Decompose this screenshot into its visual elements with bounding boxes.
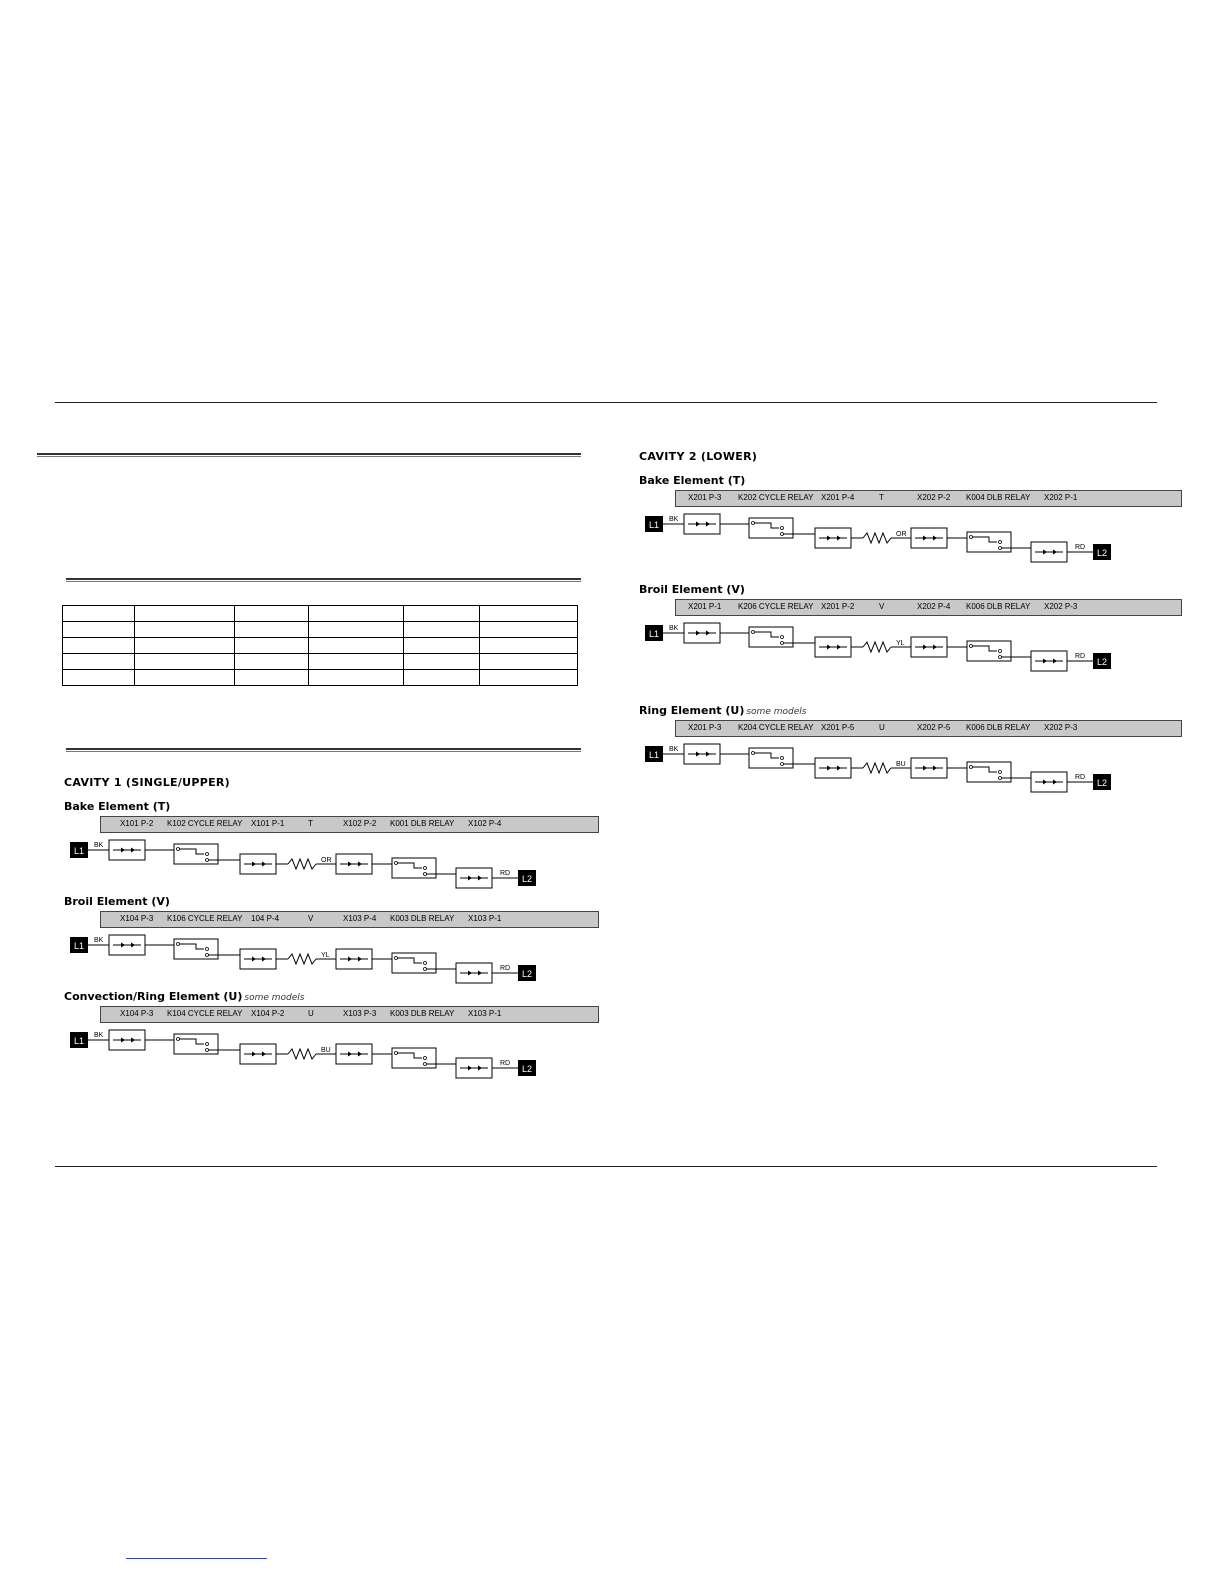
cavity2-ring-title xyxy=(639,704,806,717)
component-label: V xyxy=(308,914,314,923)
table-cell xyxy=(135,670,234,686)
component-label: X201 P-5 xyxy=(821,723,855,732)
component-label: K006 DLB RELAY xyxy=(966,602,1031,611)
component-label: X103 P-4 xyxy=(343,914,377,923)
relay-contact xyxy=(781,757,784,760)
component-label: X202 P-4 xyxy=(917,602,951,611)
cavity1-bake-label-bar xyxy=(100,816,599,833)
wire-label-rd: RD xyxy=(1075,774,1086,781)
component-label: X102 P-4 xyxy=(468,819,502,828)
component-label: X202 P-1 xyxy=(1044,493,1078,502)
component-label: K003 DLB RELAY xyxy=(390,914,455,923)
table-cell xyxy=(63,606,135,622)
table-row xyxy=(63,670,578,686)
table-cell xyxy=(479,670,577,686)
component-label: X201 P-2 xyxy=(821,602,855,611)
wire-label-rd: RD xyxy=(1075,544,1086,551)
wire-label-rd: RD xyxy=(500,1060,511,1067)
table-cell xyxy=(309,670,404,686)
table-row xyxy=(63,638,578,654)
table-cell xyxy=(309,622,404,638)
component-label: X101 P-2 xyxy=(120,819,154,828)
relay-contact xyxy=(206,1043,209,1046)
wire-label-element: YL xyxy=(896,640,905,647)
relay-contact xyxy=(781,636,784,639)
component-label: X201 P-3 xyxy=(688,493,722,502)
cavity2-broil-circuit xyxy=(645,619,1125,671)
wire-label-bk: BK xyxy=(669,516,679,523)
relay-contact xyxy=(424,867,427,870)
component-label: K204 CYCLE RELAY xyxy=(738,723,814,732)
table-cell xyxy=(404,638,479,654)
section-divider-2 xyxy=(66,578,581,582)
cavity2-ring-label-bar xyxy=(675,720,1182,737)
terminal-l1-label: L1 xyxy=(649,629,660,639)
terminal-l1-label: L1 xyxy=(649,750,660,760)
table-cell xyxy=(135,606,234,622)
cavity1-broil-title-text: Broil Element (V) xyxy=(64,895,170,908)
table-cell xyxy=(404,670,479,686)
relay-contact xyxy=(424,1057,427,1060)
component-label: K104 CYCLE RELAY xyxy=(167,1009,243,1018)
component-label: X202 P-2 xyxy=(917,493,951,502)
cavity1-convection-circuit xyxy=(70,1026,550,1078)
component-label: K006 DLB RELAY xyxy=(966,723,1031,732)
heating-element-icon xyxy=(863,763,891,773)
table-cell xyxy=(63,638,135,654)
wire-label-element: OR xyxy=(321,857,332,864)
cavity2-ring-note: some models xyxy=(746,707,807,717)
table-cell xyxy=(404,654,479,670)
wire-label-bk: BK xyxy=(94,842,104,849)
wire-label-bk: BK xyxy=(669,746,679,753)
top-rule xyxy=(55,402,1157,403)
component-label: V xyxy=(879,602,885,611)
cavity1-convection-title xyxy=(64,990,304,1003)
relay-contact xyxy=(999,541,1002,544)
wire-label-rd: RD xyxy=(500,870,511,877)
table-cell xyxy=(234,654,308,670)
cavity2-title: CAVITY 2 (LOWER) xyxy=(639,450,758,463)
wire-label-element: YL xyxy=(321,952,330,959)
table-cell xyxy=(404,606,479,622)
component-label: X202 P-3 xyxy=(1044,723,1078,732)
wire-label-bk: BK xyxy=(669,625,679,632)
heating-element-icon xyxy=(863,642,891,652)
cavity1-convection-label-bar xyxy=(100,1006,599,1023)
terminal-l2-label: L2 xyxy=(522,874,533,884)
heating-element-icon xyxy=(288,859,316,869)
table-cell xyxy=(234,606,308,622)
terminal-l1-label: L1 xyxy=(74,1036,85,1046)
empty-table xyxy=(62,605,578,686)
component-label: X104 P-3 xyxy=(120,1009,154,1018)
cavity2-bake-title-text: Bake Element (T) xyxy=(639,474,746,487)
terminal-l2-label: L2 xyxy=(522,1064,533,1074)
cavity2-ring-circuit xyxy=(645,740,1125,792)
component-label: X101 P-1 xyxy=(251,819,285,828)
component-label: 104 P-4 xyxy=(251,914,280,923)
terminal-l2-label: L2 xyxy=(522,969,533,979)
relay-contact xyxy=(999,650,1002,653)
cavity2-ring-title-text: Ring Element (U) xyxy=(639,704,745,717)
table-cell xyxy=(63,622,135,638)
table-cell xyxy=(479,638,577,654)
terminal-l1-label: L1 xyxy=(74,941,85,951)
terminal-l1-label: L1 xyxy=(649,520,660,530)
table-cell xyxy=(479,606,577,622)
table-cell xyxy=(135,638,234,654)
component-label: T xyxy=(879,493,884,502)
cavity2-bake-title xyxy=(639,474,745,487)
cavity1-broil-label-bar xyxy=(100,911,599,928)
component-label: K202 CYCLE RELAY xyxy=(738,493,814,502)
component-label: X102 P-2 xyxy=(343,819,377,828)
cavity2-bake-circuit xyxy=(645,510,1125,562)
wire-label-rd: RD xyxy=(500,965,511,972)
table-cell xyxy=(63,670,135,686)
cavity2-broil-title-text: Broil Element (V) xyxy=(639,583,745,596)
component-label: X104 P-3 xyxy=(120,914,154,923)
cavity1-convection-title-text: Convection/Ring Element (U) xyxy=(64,990,243,1003)
cavity1-bake-title-text: Bake Element (T) xyxy=(64,800,171,813)
component-label: X201 P-4 xyxy=(821,493,855,502)
component-label: U xyxy=(879,723,885,732)
relay-contact xyxy=(206,853,209,856)
wire-label-bk: BK xyxy=(94,1032,104,1039)
table-cell xyxy=(309,606,404,622)
relay-contact xyxy=(781,527,784,530)
wire-label-bk: BK xyxy=(94,937,104,944)
relay-contact xyxy=(206,948,209,951)
heating-element-icon xyxy=(288,1049,316,1059)
wire-label-element: BU xyxy=(321,1047,331,1054)
wire-label-element: BU xyxy=(896,761,906,768)
terminal-l2-label: L2 xyxy=(1097,548,1108,558)
cavity2-bake-label-bar xyxy=(675,490,1182,507)
component-label: X202 P-5 xyxy=(917,723,951,732)
heating-element-icon xyxy=(863,533,891,543)
cavity2-broil-title xyxy=(639,583,745,596)
terminal-l1-label: L1 xyxy=(74,846,85,856)
cavity1-bake-title xyxy=(64,800,170,813)
component-label: X104 P-2 xyxy=(251,1009,285,1018)
component-label: K003 DLB RELAY xyxy=(390,1009,455,1018)
component-label: X201 P-1 xyxy=(688,602,722,611)
table-row xyxy=(63,606,578,622)
table-row xyxy=(63,654,578,670)
wire-label-rd: RD xyxy=(1075,653,1086,660)
terminal-l2-label: L2 xyxy=(1097,657,1108,667)
section-divider-3 xyxy=(66,748,581,752)
cavity1-broil-title xyxy=(64,895,170,908)
wire-label-element: OR xyxy=(896,531,907,538)
component-label: X202 P-3 xyxy=(1044,602,1078,611)
component-label: X201 P-3 xyxy=(688,723,722,732)
cavity1-title: CAVITY 1 (SINGLE/UPPER) xyxy=(64,776,231,789)
component-label: K004 DLB RELAY xyxy=(966,493,1031,502)
component-label: K106 CYCLE RELAY xyxy=(167,914,243,923)
table-cell xyxy=(135,654,234,670)
table-cell xyxy=(234,638,308,654)
relay-contact xyxy=(999,771,1002,774)
cavity2-broil-label-bar xyxy=(675,599,1182,616)
bottom-rule xyxy=(55,1166,1157,1167)
table-cell xyxy=(479,622,577,638)
component-label: X103 P-1 xyxy=(468,1009,502,1018)
component-label: K206 CYCLE RELAY xyxy=(738,602,814,611)
heating-element-icon xyxy=(288,954,316,964)
component-label: K001 DLB RELAY xyxy=(390,819,455,828)
table-cell xyxy=(479,654,577,670)
relay-contact xyxy=(424,962,427,965)
table-row xyxy=(63,622,578,638)
component-label: U xyxy=(308,1009,314,1018)
cavity1-convection-note: some models xyxy=(244,993,305,1003)
table-cell xyxy=(135,622,234,638)
table-cell xyxy=(309,654,404,670)
section-divider-1 xyxy=(37,453,581,457)
table-cell xyxy=(63,654,135,670)
component-label: K102 CYCLE RELAY xyxy=(167,819,243,828)
table-cell xyxy=(404,622,479,638)
footer-link-underline[interactable] xyxy=(126,1558,267,1559)
cavity1-bake-circuit xyxy=(70,836,550,888)
terminal-l2-label: L2 xyxy=(1097,778,1108,788)
component-label: X103 P-3 xyxy=(343,1009,377,1018)
component-label: T xyxy=(308,819,313,828)
table-cell xyxy=(309,638,404,654)
component-label: X103 P-1 xyxy=(468,914,502,923)
table-cell xyxy=(234,622,308,638)
cavity1-broil-circuit xyxy=(70,931,550,983)
table-cell xyxy=(234,670,308,686)
